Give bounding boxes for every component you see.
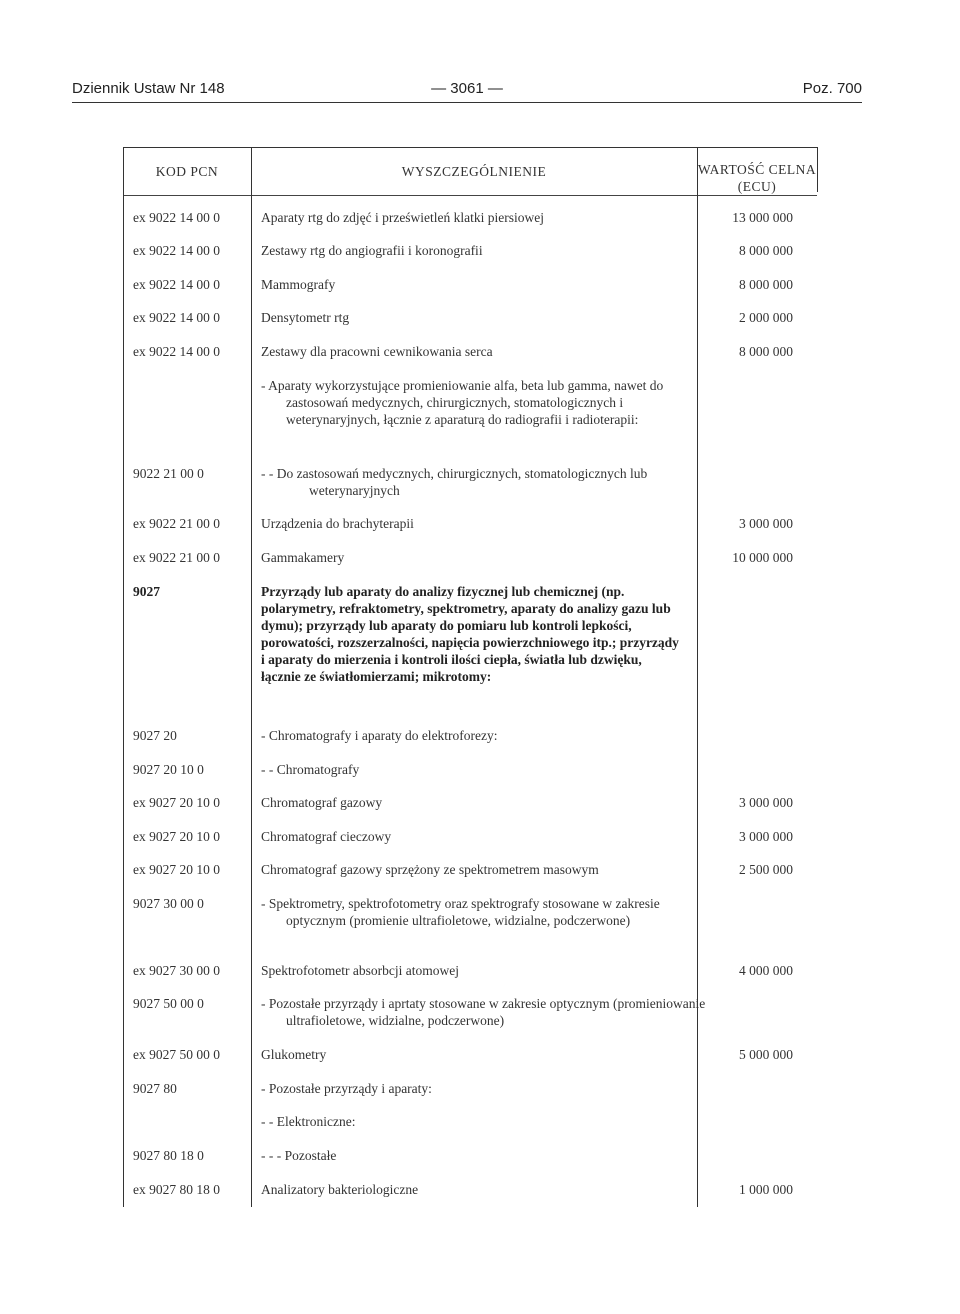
row-code: ex 9022 21 00 0 (133, 550, 220, 565)
row-description: Przyrządy lub aparaty do analizy fizycznej lub chemicznej (np. polarymetry, refraktometry, spektrometry, aparaty do analizy gazu lub dymu); przyrządy lub aparaty do pomiaru lub kontroli lepkości, porowatości, rozszerzalności, napięcia powierzchniowego itp.; przyrządy i aparaty do mierzenia i kontroli ilości ciepła, światła lub dzwięku, łącznie ze światłomierzami; mikrotomy: (261, 584, 679, 684)
row-value: 8 000 000 (739, 344, 793, 359)
journal-title: Dziennik Ustaw Nr 148 (72, 80, 225, 97)
row-code: ex 9027 80 18 0 (133, 1182, 220, 1197)
row-code: ex 9027 30 00 0 (133, 963, 220, 978)
row-description: - - - Pozostałe (261, 1148, 337, 1163)
row-description: Chromatograf gazowy (261, 795, 383, 810)
row-code: ex 9022 21 00 0 (133, 516, 220, 531)
row-description: - - Elektroniczne: (261, 1114, 356, 1129)
row-code: 9027 30 00 0 (133, 896, 204, 911)
column-header-description: WYSZCZEGÓLNIENIE (401, 164, 547, 179)
row-code: 9027 20 (133, 728, 177, 743)
row-description: Spektrofotometr absorbcji atomowej (261, 963, 459, 978)
row-value: 3 000 000 (739, 829, 793, 844)
table-left-border (123, 147, 124, 1207)
page-header (72, 80, 862, 102)
position-number: Poz. 700 (802, 80, 862, 97)
row-description: - Pozostałe przyrządy i aprtaty stosowane w zakresie optycznym (promieniowanie ultrafioletowe, widzialne, podczerwone) (261, 996, 706, 1028)
row-description: - Aparaty wykorzystujące promieniowanie alfa, beta lub gamma, nawet do zastosowań medycznych, chirurgicznych, stomatologicznych i weterynaryjnych, łącznie z aparaturą do radiografii i radioterapii: (261, 378, 664, 427)
row-code: 9022 21 00 0 (133, 466, 204, 481)
table-header-border (123, 195, 817, 196)
column-header-value: WARTOŚĆ CELNA (ECU) (697, 162, 817, 194)
row-description: - Chromatografy i aparaty do elektroforezy: (261, 728, 498, 743)
row-value: 3 000 000 (739, 795, 793, 810)
row-code: ex 9022 14 00 0 (133, 210, 220, 225)
row-description: Urządzenia do brachyterapii (261, 516, 414, 531)
row-description: Chromatograf cieczowy (261, 829, 392, 844)
row-description: Zestawy dla pracowni cewnikowania serca (261, 344, 493, 359)
row-description: Analizatory bakteriologiczne (261, 1182, 419, 1197)
row-code: ex 9022 14 00 0 (133, 344, 220, 359)
tariff-table (123, 147, 817, 1207)
row-description: Chromatograf gazowy sprzężony ze spektrometrem masowym (261, 862, 599, 877)
row-description: Aparaty rtg do zdjęć i prześwietleń klatki piersiowej (261, 210, 545, 225)
row-value: 1 000 000 (739, 1182, 793, 1197)
column-header-code: KOD PCN (155, 164, 219, 179)
table-top-border (123, 147, 817, 148)
row-value: 3 000 000 (739, 516, 793, 531)
row-code: 9027 (133, 584, 160, 599)
row-description: - - Chromatografy (261, 762, 360, 777)
row-code: 9027 80 18 0 (133, 1148, 204, 1163)
row-value: 13 000 000 (732, 210, 793, 225)
row-description: Glukometry (261, 1047, 327, 1062)
table-right-border (817, 147, 818, 192)
row-description: Mammografy (261, 277, 336, 292)
row-value: 10 000 000 (732, 550, 793, 565)
row-code: ex 9027 50 00 0 (133, 1047, 220, 1062)
row-value: 8 000 000 (739, 243, 793, 258)
row-description: Gammakamery (261, 550, 345, 565)
row-value: 4 000 000 (739, 963, 793, 978)
row-description: Densytometr rtg (261, 310, 350, 325)
row-code: ex 9022 14 00 0 (133, 310, 220, 325)
row-code: 9027 80 (133, 1081, 177, 1096)
header-rule (72, 102, 862, 103)
row-description: - Pozostałe przyrządy i aparaty: (261, 1081, 432, 1096)
row-description: - Spektrometry, spektrofotometry oraz spektrografy stosowane w zakresie optycznym (promienie ultrafioletowe, widzialne, podczerwone) (261, 896, 660, 928)
row-code: ex 9027 20 10 0 (133, 862, 220, 877)
row-code: ex 9022 14 00 0 (133, 277, 220, 292)
column-divider-code (251, 147, 252, 1207)
row-value: 8 000 000 (739, 277, 793, 292)
row-code: ex 9027 20 10 0 (133, 829, 220, 844)
row-description: - - Do zastosowań medycznych, chirurgicznych, stomatologicznych lub weterynaryjnych (261, 466, 648, 498)
row-code: 9027 50 00 0 (133, 996, 204, 1011)
row-description: Zestawy rtg do angiografii i koronografii (261, 243, 483, 258)
row-code: ex 9027 20 10 0 (133, 795, 220, 810)
row-code: ex 9022 14 00 0 (133, 243, 220, 258)
row-value: 2 000 000 (739, 310, 793, 325)
row-value: 2 500 000 (739, 862, 793, 877)
row-value: 5 000 000 (739, 1047, 793, 1062)
row-code: 9027 20 10 0 (133, 762, 204, 777)
page-number: — 3061 — (431, 80, 503, 97)
